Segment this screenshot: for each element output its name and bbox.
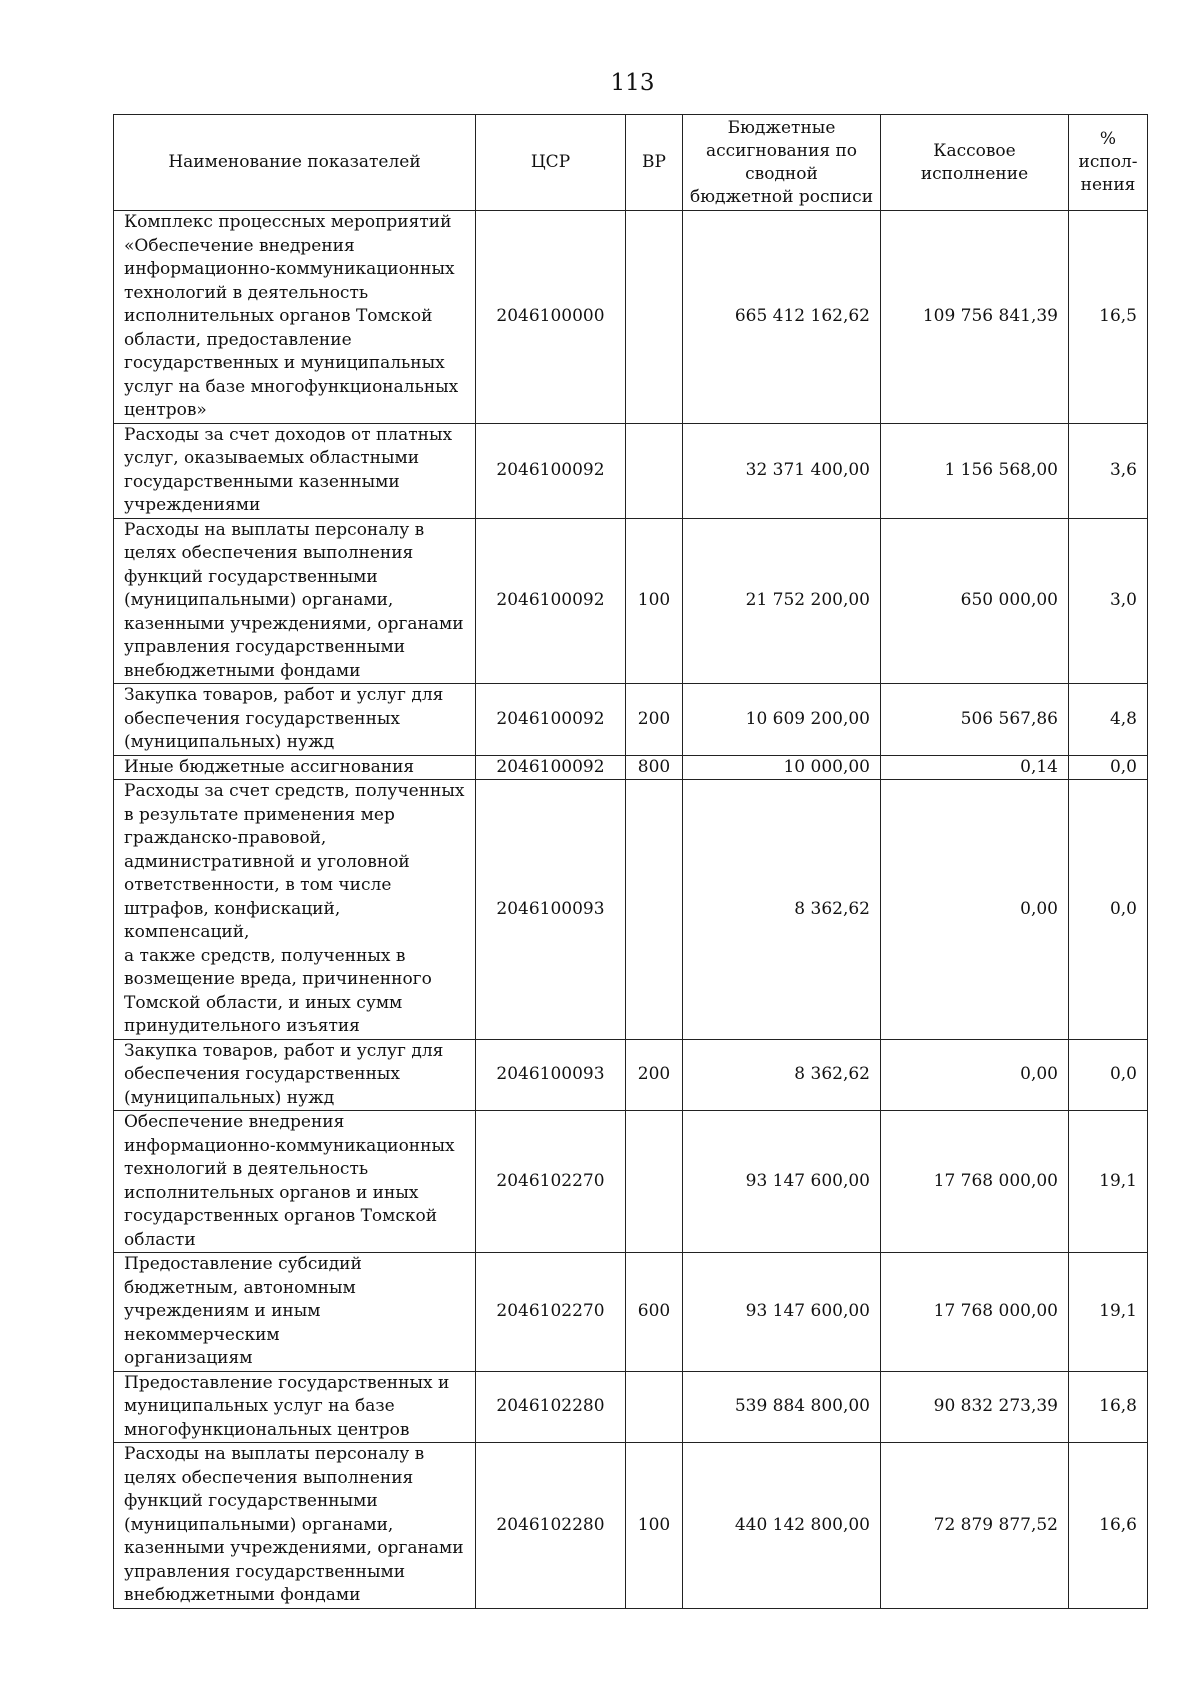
indicator-name-line: учреждениями [124,495,261,515]
header-plan-line: сводной [745,163,818,184]
table-row [114,1371,1148,1443]
table-row [114,423,1148,518]
indicator-name-line: Расходы за счет средств, полученных [124,781,465,801]
csr-code: 2046102270 [476,1111,626,1253]
indicator-name-line: (муниципальных) нужд [124,1087,335,1108]
indicator-name-line: области, предоставление [124,329,352,350]
indicator-name-line: (муниципальными) органами, [124,590,394,610]
indicator-name-line: казенными учреждениями, органами [124,613,464,634]
budget-allocation: 440 142 800,00 [683,1443,881,1609]
indicator-name-line: «Обеспечение внедрения [124,235,355,256]
budget-allocation: 665 412 162,62 [683,211,881,424]
indicator-name-line: Расходы на выплаты персоналу в [124,519,425,540]
indicator-name-line: государственных и муниципальных [124,353,445,373]
indicator-name-line: возмещение вреда, причиненного [124,969,432,989]
indicator-name-line: области [124,1229,196,1250]
execution-percent: 3,0 [1069,518,1148,684]
table-row [114,755,1148,780]
table-row [114,1039,1148,1111]
indicator-name-line: гражданско-правовой, [124,828,327,848]
indicator-name [114,780,476,1040]
execution-percent: 16,8 [1069,1371,1148,1443]
budget-allocation: 8 362,62 [683,780,881,1040]
indicator-name-line: административной и уголовной [124,851,410,872]
page-number: 113 [610,70,655,96]
header-exec [881,115,1069,211]
execution-percent: 0,0 [1069,755,1148,780]
indicator-name [114,1443,476,1609]
csr-code: 2046100093 [476,1039,626,1111]
execution-percent: 0,0 [1069,780,1148,1040]
indicator-name-line: государственными казенными [124,471,400,492]
indicator-name-line: функций государственными [124,1491,378,1511]
indicator-name-line: функций государственными [124,566,378,587]
vr-code: 100 [626,518,683,684]
indicator-name-line: исполнительных органов Томской [124,306,433,326]
budget-allocation: 10 000,00 [683,755,881,780]
header-plan-line: Бюджетные [727,117,836,138]
indicator-name-line: исполнительных органов и иных [124,1182,419,1203]
indicator-name-line: штрафов, конфискаций, компенсаций, [124,898,341,942]
execution-percent: 0,0 [1069,1039,1148,1111]
indicator-name-line: Закупка товаров, работ и услуг для [124,1040,444,1061]
execution-percent: 3,6 [1069,423,1148,518]
execution-percent: 4,8 [1069,684,1148,756]
indicator-name-line: Томской области, и иных сумм [124,992,403,1013]
cash-execution: 0,00 [881,780,1069,1040]
indicator-name-line: ответственности, в том числе [124,875,392,895]
indicator-name [114,684,476,756]
cash-execution: 0,14 [881,755,1069,780]
budget-execution-table [113,114,1148,1609]
indicator-name-line: учреждениям и иным некоммерческим [124,1301,321,1345]
vr-code: 800 [626,755,683,780]
indicator-name-line: бюджетным, автономным [124,1277,356,1298]
indicator-name-line: технологий в деятельность [124,1159,369,1179]
execution-percent: 19,1 [1069,1253,1148,1372]
csr-code: 2046100092 [476,684,626,756]
header-pct-line: нения [1080,175,1136,195]
execution-percent: 19,1 [1069,1111,1148,1253]
header-exec-line: исполнение [920,163,1029,184]
table-row [114,1253,1148,1372]
indicator-name-line: информационно-коммуникационных [124,259,455,279]
indicator-name [114,1371,476,1443]
budget-allocation: 32 371 400,00 [683,423,881,518]
indicator-name-line: Расходы на выплаты персоналу в [124,1444,425,1464]
indicator-name-line: технологий в деятельность [124,282,369,303]
indicator-name [114,423,476,518]
table-row [114,1443,1148,1609]
budget-allocation: 539 884 800,00 [683,1371,881,1443]
cash-execution: 1 156 568,00 [881,423,1069,518]
cash-execution: 506 567,86 [881,684,1069,756]
indicator-name-line: информационно-коммуникационных [124,1135,455,1156]
vr-code: 600 [626,1253,683,1372]
vr-code [626,211,683,424]
indicator-name-line: обеспечения государственных [124,708,401,729]
vr-code: 200 [626,684,683,756]
csr-code: 2046100092 [476,518,626,684]
indicator-name-line: управления государственными [124,1561,406,1582]
indicator-name-line: услуг на базе многофункциональных [124,376,459,397]
indicator-name-line: муниципальных услуг на базе [124,1396,395,1416]
cash-execution: 17 768 000,00 [881,1111,1069,1253]
table-header-row [114,115,1148,211]
table-row [114,780,1148,1040]
budget-allocation: 8 362,62 [683,1039,881,1111]
header-csr: ЦСР [476,115,626,211]
indicator-name-line: целях обеспечения выполнения [124,1467,414,1488]
vr-code [626,423,683,518]
header-vr: ВР [626,115,683,211]
cash-execution: 650 000,00 [881,518,1069,684]
indicator-name-line: многофункциональных центров [124,1419,410,1440]
indicator-name-line: (муниципальных) нужд [124,732,335,752]
indicator-name-line: казенными учреждениями, органами [124,1538,464,1558]
indicator-name [114,755,476,780]
indicator-name-line: а также средств, полученных в [124,945,406,966]
csr-code: 2046102270 [476,1253,626,1372]
indicator-name-line: Комплекс процессных мероприятий [124,212,452,232]
header-pct [1069,115,1148,211]
vr-code: 200 [626,1039,683,1111]
vr-code [626,780,683,1040]
indicator-name-line: Расходы за счет доходов от платных [124,424,453,445]
vr-code: 100 [626,1443,683,1609]
indicator-name-line: центров» [124,400,207,420]
indicator-name [114,518,476,684]
header-exec-line: Кассовое [933,140,1016,161]
indicator-name-line: целях обеспечения выполнения [124,543,414,563]
budget-allocation: 93 147 600,00 [683,1111,881,1253]
indicator-name [114,1253,476,1372]
budget-allocation: 10 609 200,00 [683,684,881,756]
header-plan-line: бюджетной росписи [689,186,874,207]
indicator-name-line: Предоставление субсидий [124,1254,362,1274]
csr-code: 2046102280 [476,1371,626,1443]
indicator-name-line: (муниципальными) органами, [124,1514,394,1535]
indicator-name [114,1039,476,1111]
indicator-name-line: Иные бюджетные ассигнования [124,756,415,777]
table-row [114,211,1148,424]
indicator-name-line: внебюджетными фондами [124,660,361,681]
cash-execution: 72 879 877,52 [881,1443,1069,1609]
csr-code: 2046100000 [476,211,626,424]
budget-allocation: 93 147 600,00 [683,1253,881,1372]
execution-percent: 16,5 [1069,211,1148,424]
cash-execution: 17 768 000,00 [881,1253,1069,1372]
indicator-name-line: внебюджетными фондами [124,1585,361,1605]
cash-execution: 90 832 273,39 [881,1371,1069,1443]
header-plan [683,115,881,211]
header-name: Наименование показателей [114,115,476,211]
vr-code [626,1111,683,1253]
indicator-name-line: принудительного изъятия [124,1016,360,1036]
indicator-name-line: организациям [124,1348,253,1368]
table-row [114,684,1148,756]
csr-code: 2046100092 [476,755,626,780]
table-row [114,1111,1148,1253]
csr-code: 2046100093 [476,780,626,1040]
execution-percent: 16,6 [1069,1443,1148,1609]
csr-code: 2046102280 [476,1443,626,1609]
indicator-name-line: Обеспечение внедрения [124,1112,345,1132]
budget-allocation: 21 752 200,00 [683,518,881,684]
indicator-name-line: в результате применения мер [124,804,395,825]
indicator-name-line: Предоставление государственных и [124,1372,450,1393]
csr-code: 2046100092 [476,423,626,518]
indicator-name-line: Закупка товаров, работ и услуг для [124,685,444,705]
cash-execution: 109 756 841,39 [881,211,1069,424]
indicator-name-line: государственных органов Томской [124,1206,438,1226]
vr-code [626,1371,683,1443]
table-body [114,211,1148,1609]
header-pct-line: испол- [1078,152,1138,172]
indicator-name [114,1111,476,1253]
header-plan-line: ассигнования по [705,140,858,161]
header-pct-line: % [1099,129,1117,149]
table-row [114,518,1148,684]
cash-execution: 0,00 [881,1039,1069,1111]
indicator-name-line: услуг, оказываемых областными [124,448,420,468]
indicator-name-line: управления государственными [124,637,406,657]
indicator-name [114,211,476,424]
indicator-name-line: обеспечения государственных [124,1064,401,1084]
